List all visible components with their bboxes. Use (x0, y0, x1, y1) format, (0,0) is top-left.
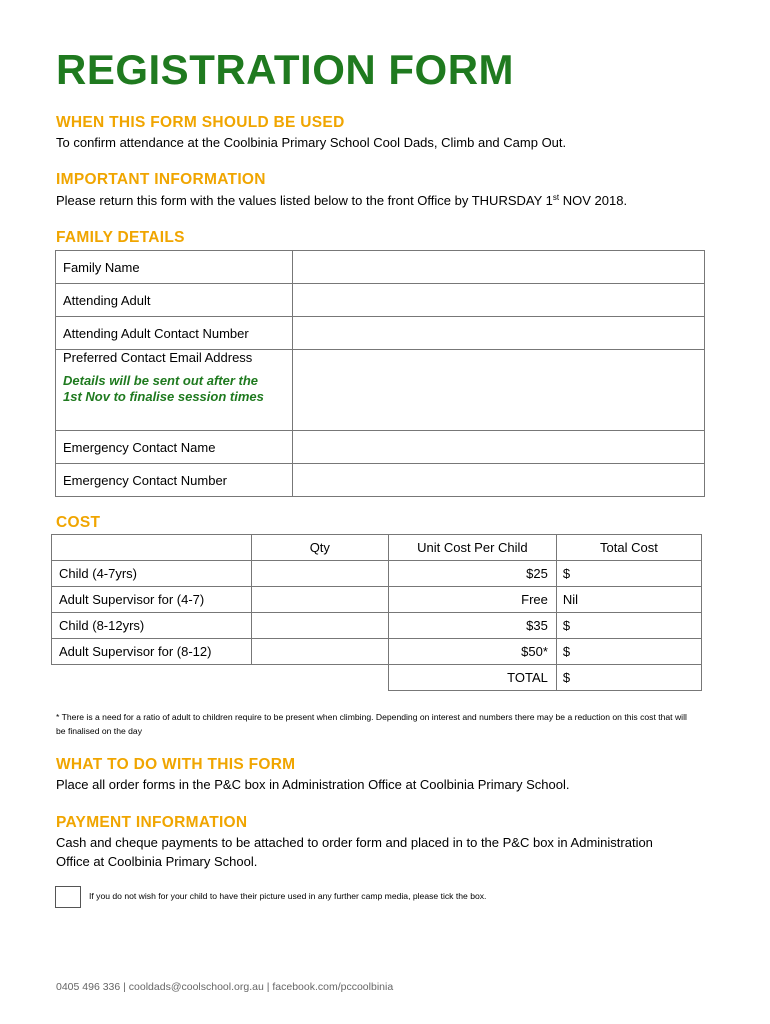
photo-opt-out-label: If you do not wish for your child to have their picture used in any further camp media, please tick the box. (89, 891, 487, 901)
table-row (56, 464, 705, 497)
qty-header: Qty (251, 535, 388, 561)
email-cell (56, 350, 293, 431)
adult-contact-number-label: Attending Adult Contact Number (56, 317, 293, 350)
what-heading: WHAT TO DO WITH THIS FORM (56, 756, 296, 773)
when-heading: WHEN THIS FORM SHOULD BE USED (56, 114, 345, 131)
email-label: Preferred Contact Email Address (63, 350, 253, 365)
what-text: Place all order forms in the P&C box in Administration Office at Coolbinia Primary School. (56, 777, 570, 792)
total-cost-header: Total Cost (556, 535, 701, 561)
table-row (52, 561, 702, 587)
total-cost: Nil (556, 587, 701, 613)
contact-footer: 0405 496 336 | cooldads@coolschool.org.au | facebook.com/pccoolbinia (56, 981, 394, 993)
qty-field[interactable] (251, 639, 388, 665)
table-row (52, 639, 702, 665)
table-row (52, 613, 702, 639)
total-cost: $ (556, 613, 701, 639)
unit-cost: $50* (388, 639, 556, 665)
important-text: Please return this form with the values listed below to the front Office by THURSDAY 1st NOV 2018. (56, 193, 628, 208)
emergency-contact-number-field[interactable] (293, 464, 705, 497)
photo-opt-out-checkbox[interactable] (55, 886, 81, 908)
important-heading: IMPORTANT INFORMATION (56, 171, 266, 188)
attending-adult-field[interactable] (293, 284, 705, 317)
cost-header-blank (52, 535, 252, 561)
table-row (56, 431, 705, 464)
total-cost: $ (556, 561, 701, 587)
total-row-blank (52, 665, 252, 691)
row-label: Child (4-7yrs) (52, 561, 252, 587)
email-field[interactable] (293, 350, 705, 431)
family-name-field[interactable] (293, 251, 705, 284)
grand-total: $ (556, 665, 701, 691)
total-row-blank (251, 665, 388, 691)
total-cost: $ (556, 639, 701, 665)
qty-field[interactable] (251, 561, 388, 587)
when-text: To confirm attendance at the Coolbinia Primary School Cool Dads, Climb and Camp Out. (56, 135, 567, 150)
table-row (56, 284, 705, 317)
emergency-contact-number-label: Emergency Contact Number (56, 464, 293, 497)
qty-field[interactable] (251, 613, 388, 639)
table-row (56, 350, 705, 431)
payment-heading: PAYMENT INFORMATION (56, 814, 248, 831)
family-heading: FAMILY DETAILS (56, 229, 185, 246)
family-details-table (55, 250, 705, 497)
page-title: REGISTRATION FORM (56, 46, 515, 93)
attending-adult-label: Attending Adult (56, 284, 293, 317)
emergency-contact-name-label: Emergency Contact Name (56, 431, 293, 464)
unit-cost: Free (388, 587, 556, 613)
table-row (52, 587, 702, 613)
family-name-label: Family Name (56, 251, 293, 284)
qty-field[interactable] (251, 587, 388, 613)
row-label: Adult Supervisor for (4-7) (52, 587, 252, 613)
payment-text: Cash and cheque payments to be attached to order form and placed in to the P&C box in Administration Office at Coolbinia Primary School. (56, 835, 653, 869)
unit-cost: $35 (388, 613, 556, 639)
row-label: Child (8-12yrs) (52, 613, 252, 639)
total-label: TOTAL (388, 665, 556, 691)
emergency-contact-name-field[interactable] (293, 431, 705, 464)
email-note: Details will be sent out after the 1st Nov to finalise session times (63, 373, 264, 404)
adult-contact-number-field[interactable] (293, 317, 705, 350)
table-row (56, 251, 705, 284)
table-header-row (52, 535, 702, 561)
cost-table (51, 534, 702, 691)
cost-heading: COST (56, 514, 101, 531)
unit-cost-header: Unit Cost Per Child (388, 535, 556, 561)
table-row (56, 317, 705, 350)
row-label: Adult Supervisor for (8-12) (52, 639, 252, 665)
total-row (52, 665, 702, 691)
cost-footnote: * There is a need for a ratio of adult to children require to be present when climbing. Depending on interest and numbers there may be a reduction on this cost that will be finalised on the day (56, 712, 687, 736)
unit-cost: $25 (388, 561, 556, 587)
